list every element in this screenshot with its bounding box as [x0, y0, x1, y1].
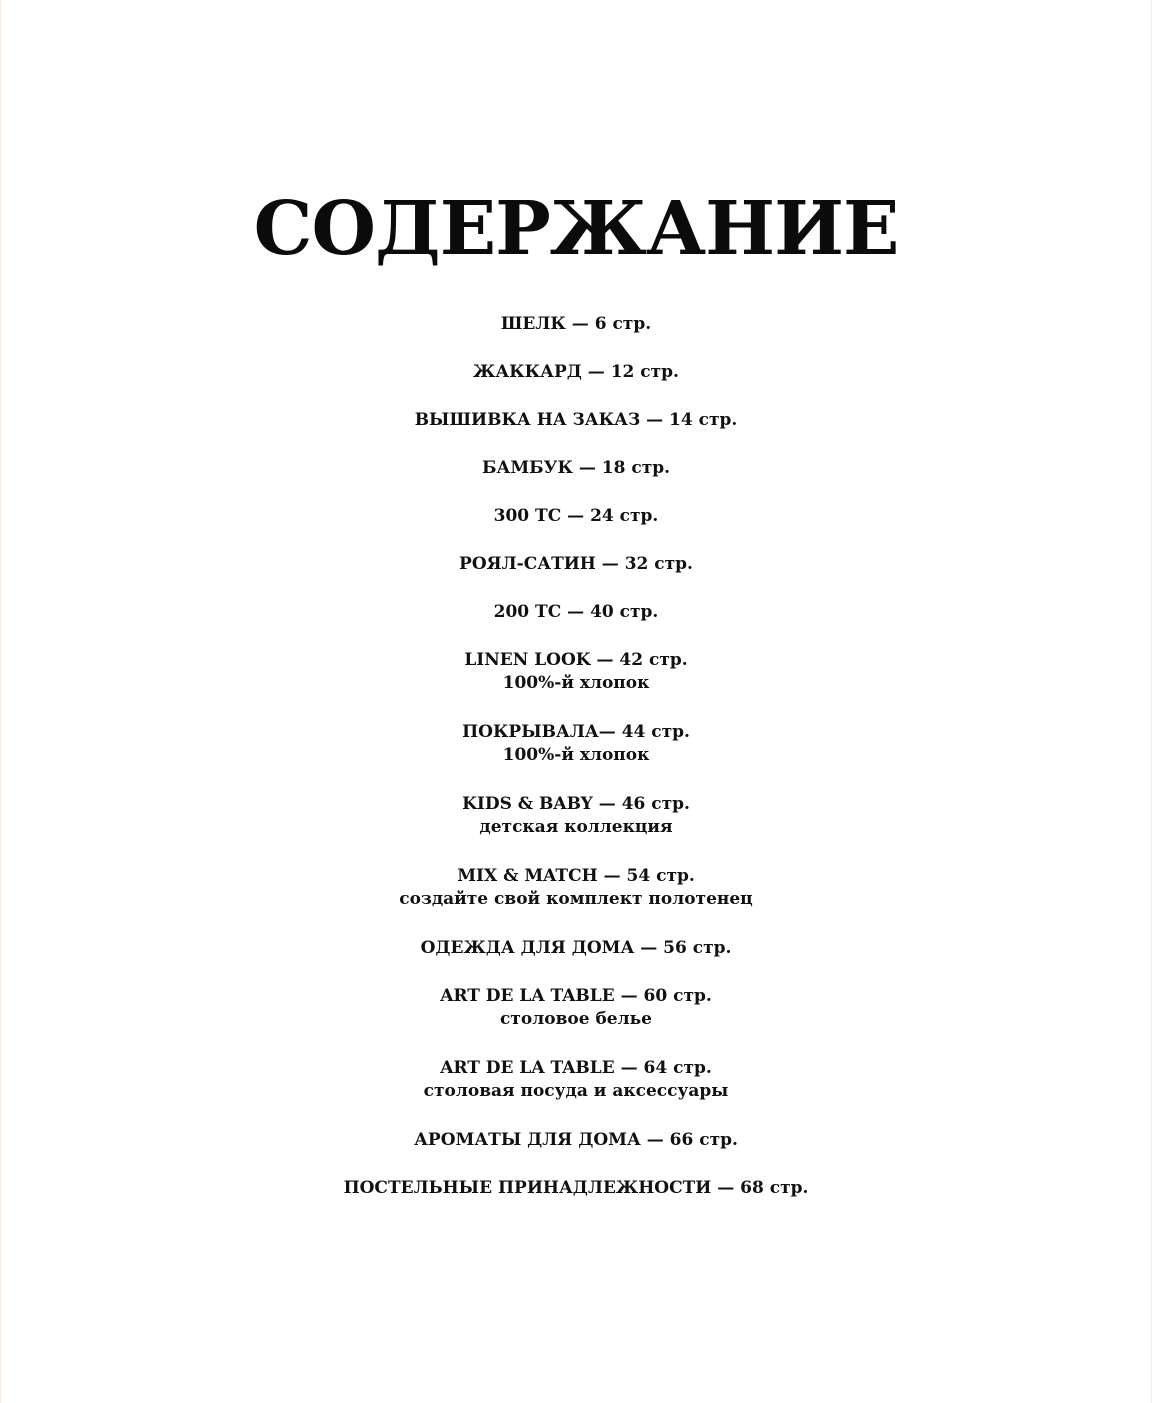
- entry-name: РОЯЛ-САТИН: [459, 554, 596, 574]
- entry-line: [0, 505, 1152, 527]
- entry-line: [0, 313, 1152, 335]
- entry-page: 40 стр.: [590, 602, 659, 622]
- entry-page: 42 стр.: [619, 650, 688, 670]
- entry-separator: —: [614, 1058, 644, 1078]
- toc-entry[interactable]: [0, 793, 1152, 839]
- toc-entry[interactable]: [0, 1177, 1152, 1199]
- entry-name: ART DE LA TABLE: [440, 986, 615, 1006]
- entry-separator: —: [572, 458, 602, 478]
- toc-entry[interactable]: [0, 865, 1152, 911]
- entry-name: ВЫШИВКА НА ЗАКАЗ: [414, 410, 641, 430]
- entry-name: ART DE LA TABLE: [440, 1058, 615, 1078]
- entry-line: [0, 361, 1152, 383]
- entry-page: 56 стр.: [663, 938, 732, 958]
- entry-separator: —: [595, 554, 625, 574]
- entry-name: ШЕЛК: [500, 314, 566, 334]
- toc-entry[interactable]: [0, 361, 1152, 383]
- entry-separator: —: [598, 722, 622, 742]
- entry-subtitle: 100%-й хлопок: [502, 745, 650, 765]
- entry-name: KIDS & BABY: [462, 794, 593, 814]
- toc-entry[interactable]: [0, 457, 1152, 479]
- entry-subtitle: 100%-й хлопок: [502, 673, 650, 693]
- entry-name: MIX & MATCH: [457, 866, 598, 886]
- toc-entry[interactable]: [0, 985, 1152, 1031]
- entry-page: 24 стр.: [590, 506, 659, 526]
- toc-entry[interactable]: [0, 409, 1152, 431]
- entry-page: 54 стр.: [626, 866, 695, 886]
- entry-separator: —: [711, 1178, 741, 1198]
- entry-page: 46 стр.: [621, 794, 690, 814]
- entry-name: LINEN LOOK: [464, 650, 591, 670]
- entry-page: 6 стр.: [594, 314, 652, 334]
- entry-name: 200 ТС: [493, 602, 562, 622]
- entry-line: [0, 721, 1152, 743]
- entry-page: 14 стр.: [669, 410, 738, 430]
- entry-line: [0, 985, 1152, 1007]
- entry-separator: —: [561, 602, 591, 622]
- toc-entry[interactable]: [0, 1129, 1152, 1151]
- entry-page: 12 стр.: [610, 362, 679, 382]
- entry-line: [0, 1129, 1152, 1151]
- toc-entry[interactable]: [0, 1057, 1152, 1103]
- entry-separator: —: [565, 314, 595, 334]
- toc-list: [0, 313, 1152, 1225]
- toc-entry[interactable]: [0, 721, 1152, 767]
- entry-name: ПОСТЕЛЬНЫЕ ПРИНАДЛЕЖНОСТИ: [343, 1178, 712, 1198]
- entry-page: 32 стр.: [624, 554, 693, 574]
- entry-separator: —: [581, 362, 611, 382]
- entry-name: АРОМАТЫ ДЛЯ ДОМА: [414, 1130, 641, 1150]
- entry-line: [0, 793, 1152, 815]
- entry-separator: —: [590, 650, 620, 670]
- entry-separator: —: [614, 986, 644, 1006]
- toc-entry[interactable]: [0, 553, 1152, 575]
- entry-name: БАМБУК: [481, 458, 573, 478]
- entry-name: ПОКРЫВАЛА: [462, 722, 599, 742]
- entry-page: 44 стр.: [621, 722, 690, 742]
- entry-separator: —: [561, 506, 591, 526]
- toc-entry[interactable]: [0, 649, 1152, 695]
- entry-page: 66 стр.: [669, 1130, 738, 1150]
- entry-subtitle: столовое белье: [500, 1009, 652, 1029]
- entry-subtitle: детская коллекция: [479, 817, 673, 837]
- page-title: СОДЕРЖАНИЕ: [253, 186, 899, 272]
- entry-page: 64 стр.: [643, 1058, 712, 1078]
- entry-name: ОДЕЖДА ДЛЯ ДОМА: [420, 938, 635, 958]
- toc-entry[interactable]: [0, 937, 1152, 959]
- entry-line: [0, 553, 1152, 575]
- entry-separator: —: [597, 866, 627, 886]
- toc-entry[interactable]: [0, 601, 1152, 623]
- entry-line: [0, 457, 1152, 479]
- entry-line: [0, 865, 1152, 887]
- entry-name: ЖАККАРД: [473, 362, 582, 382]
- entry-subtitle: столовая посуда и аксессуары: [423, 1081, 729, 1101]
- entry-name: 300 ТС: [493, 506, 562, 526]
- entry-line: [0, 409, 1152, 431]
- entry-page: 60 стр.: [643, 986, 712, 1006]
- entry-line: [0, 649, 1152, 671]
- entry-page: 18 стр.: [601, 458, 671, 478]
- toc-entry[interactable]: [0, 313, 1152, 335]
- entry-line: [0, 937, 1152, 959]
- entry-page: 68 стр.: [740, 1178, 809, 1198]
- entry-line: [0, 1177, 1152, 1199]
- entry-separator: —: [640, 1130, 670, 1150]
- toc-entry[interactable]: [0, 505, 1152, 527]
- entry-subtitle: создайте свой комплект полотенец: [399, 889, 753, 909]
- entry-separator: —: [634, 938, 664, 958]
- entry-separator: —: [592, 794, 622, 814]
- entry-line: [0, 1057, 1152, 1079]
- entry-separator: —: [640, 410, 670, 430]
- entry-line: [0, 601, 1152, 623]
